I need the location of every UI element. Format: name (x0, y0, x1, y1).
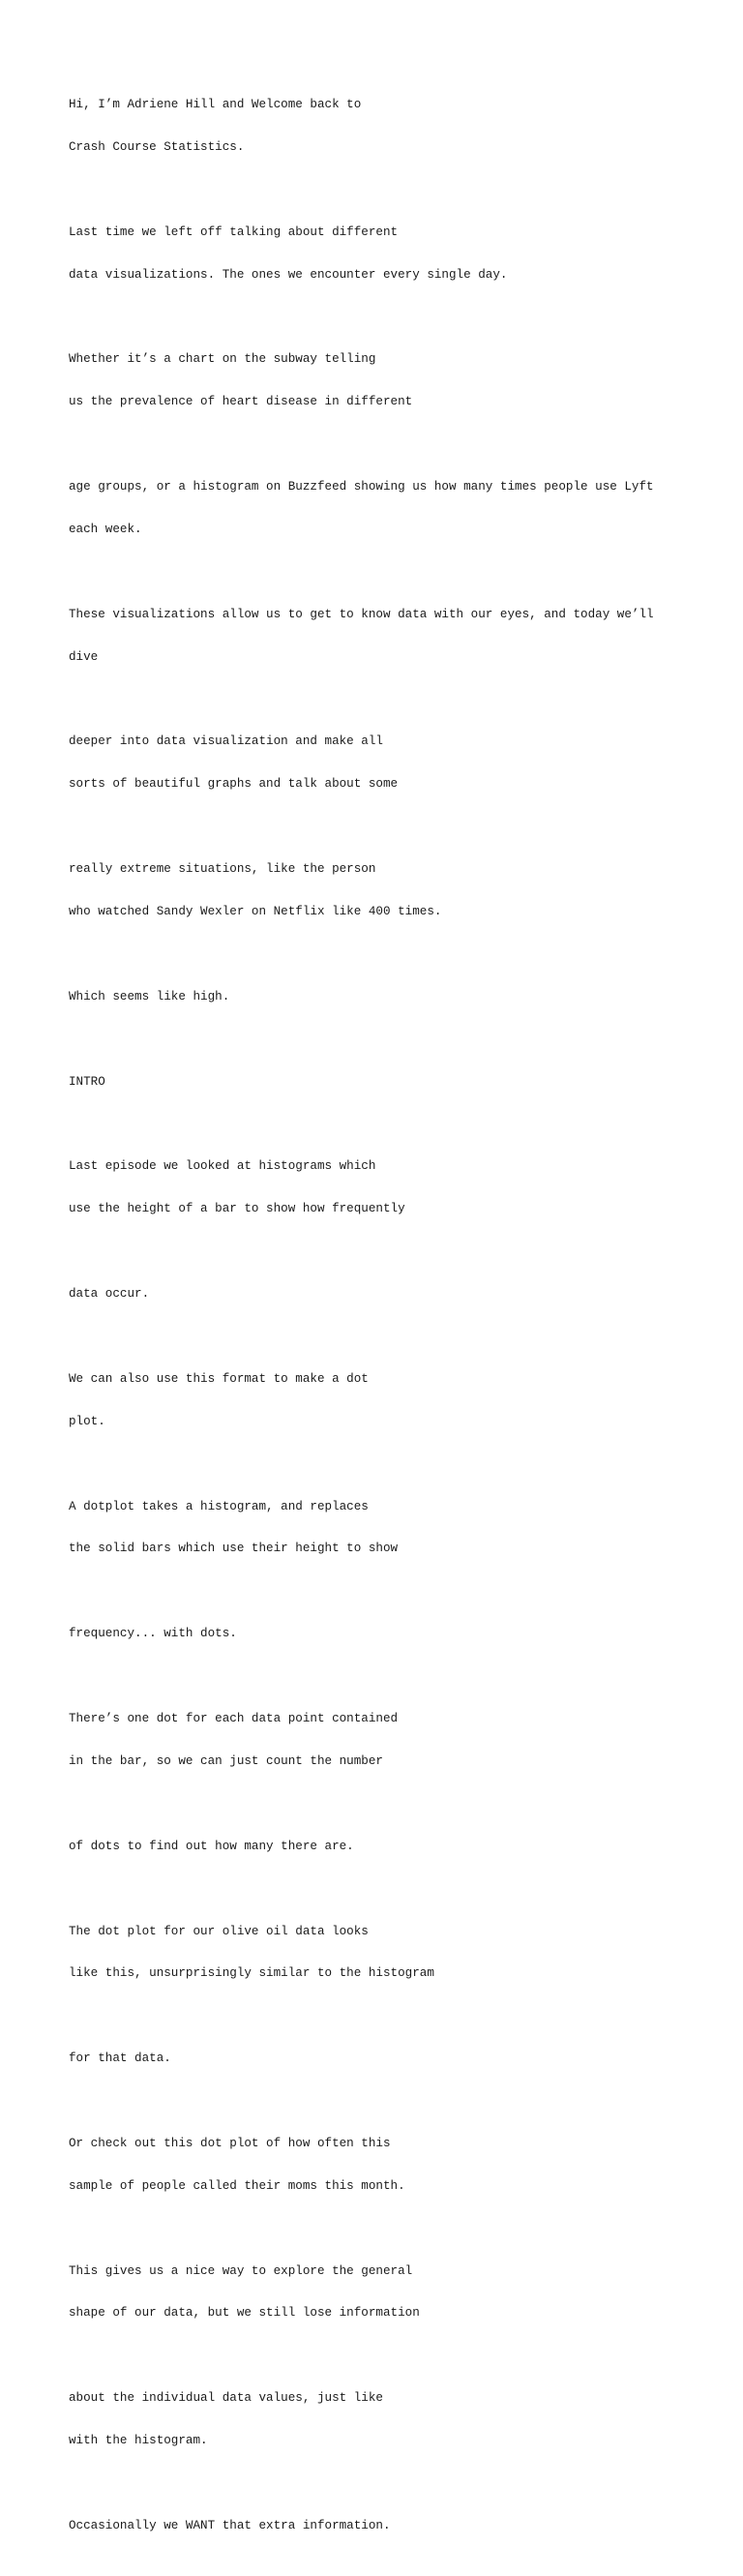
text-line: the solid bars which use their height to show (69, 1542, 399, 1556)
text-line: us the prevalence of heart disease in different (69, 395, 413, 409)
text-line: sorts of beautiful graphs and talk about some (69, 777, 399, 792)
paragraph (69, 324, 707, 437)
text-line: Crash Course Statistics. (69, 139, 245, 154)
text-line: of dots to find out how many there are. (69, 1839, 354, 1853)
paragraph (69, 452, 707, 565)
transcript-page (69, 70, 707, 2576)
paragraph (69, 961, 707, 1032)
paragraph (69, 1131, 707, 1244)
text-line: Or check out this dot plot of how often this (69, 2137, 391, 2151)
paragraph (69, 1811, 707, 1881)
text-line: INTRO (69, 1074, 105, 1089)
text-line: like this, unsurprisingly similar to the histogram (69, 1966, 434, 1981)
paragraph (69, 1684, 707, 1797)
paragraph (69, 70, 707, 183)
paragraph (69, 580, 707, 693)
paragraph (69, 1471, 707, 1584)
paragraph (69, 1344, 707, 1457)
text-line: data occur. (69, 1287, 150, 1302)
section-heading (69, 1046, 707, 1117)
text-line: These visualizations allow us to get to know data with our eyes, and today we’ll (69, 607, 654, 621)
text-line: Last episode we looked at histograms which (69, 1159, 376, 1174)
text-line: use the height of a bar to show how frequently (69, 1202, 405, 1216)
text-line: A dotplot takes a histogram, and replaces (69, 1499, 369, 1513)
paragraph (69, 1259, 707, 1330)
text-line: shape of our data, but we still lose information (69, 2306, 420, 2321)
paragraph (69, 1599, 707, 1669)
text-line: This gives us a nice way to explore the general (69, 2263, 413, 2278)
paragraph (69, 2235, 707, 2349)
text-line: There’s one dot for each data point contained (69, 1712, 399, 1726)
text-line: with the histogram. (69, 2434, 208, 2448)
text-line: The dot plot for our olive oil data looks (69, 1924, 369, 1938)
paragraph (69, 2491, 707, 2561)
text-line: data visualizations. The ones we encounter every single day. (69, 267, 508, 282)
paragraph (69, 706, 707, 820)
paragraph (69, 1896, 707, 2009)
text-line: who watched Sandy Wexler on Netflix like 400 times. (69, 904, 442, 918)
paragraph (69, 834, 707, 947)
text-line: Which seems like high. (69, 989, 230, 1003)
paragraph (69, 2363, 707, 2476)
text-line: Hi, I’m Adriene Hill and Welcome back to (69, 98, 362, 112)
text-line: each week. (69, 522, 142, 536)
text-line: dive (69, 649, 99, 664)
text-line: We can also use this format to make a dot (69, 1371, 369, 1386)
paragraph (69, 197, 707, 311)
text-line: Whether it’s a chart on the subway telling (69, 352, 376, 367)
text-line: Last time we left off talking about different (69, 225, 399, 239)
paragraph (69, 2109, 707, 2222)
paragraph (69, 2023, 707, 2094)
text-line: frequency... with dots. (69, 1627, 237, 1641)
text-line: age groups, or a histogram on Buzzfeed showing us how many times people use Lyft (69, 480, 654, 494)
text-line: deeper into data visualization and make all (69, 734, 383, 749)
text-line: Occasionally we WANT that extra information. (69, 2518, 391, 2532)
text-line: really extreme situations, like the person (69, 862, 376, 877)
text-line: sample of people called their moms this month. (69, 2178, 405, 2193)
text-line: plot. (69, 1414, 105, 1428)
text-line: about the individual data values, just like (69, 2391, 383, 2406)
text-line: in the bar, so we can just count the number (69, 1753, 383, 1768)
text-line: for that data. (69, 2052, 171, 2066)
